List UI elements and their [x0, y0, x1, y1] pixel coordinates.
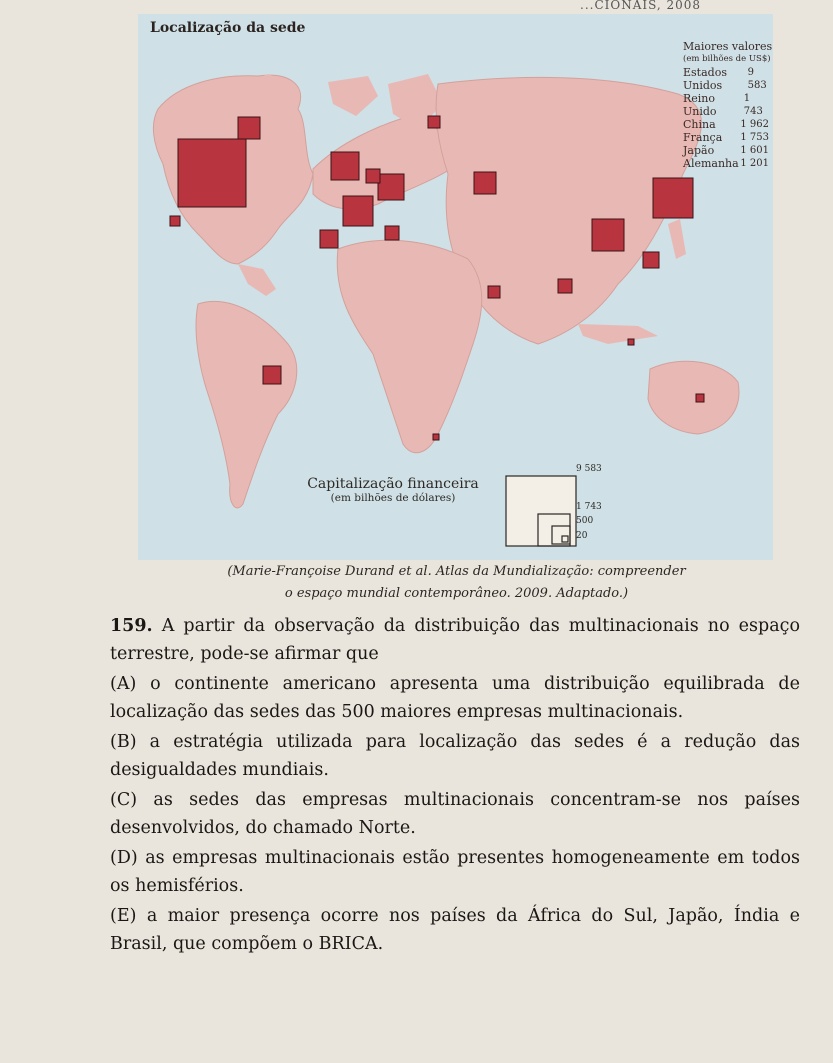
option-text: as sedes das empresas multinacionais concentram-se nos países desenvolvidos, do chamado Norte. [110, 790, 800, 838]
marker-finland [428, 116, 440, 128]
marker-china [592, 219, 624, 251]
legend-row [683, 131, 773, 144]
marker-saudi [488, 286, 500, 298]
cap-legend-title: Capitalização financeira [307, 476, 479, 492]
option-d [110, 844, 800, 900]
capitalization-legend [288, 476, 498, 504]
question-number: 159. [110, 616, 153, 636]
figure-title: Localização da sede [150, 20, 306, 36]
cap-value-1743: 1 743 [576, 502, 602, 512]
option-letter: (D) [110, 848, 138, 868]
question-block [110, 612, 800, 960]
legend-row [683, 66, 773, 92]
marker-singapore [628, 339, 634, 345]
marker-usa [178, 139, 246, 207]
option-letter: (A) [110, 674, 137, 694]
option-text: a maior presença ocorre nos países da África do Sul, Japão, Índia e Brasil, que compõem o BRICA. [110, 906, 800, 954]
legend-country: Japão [683, 144, 715, 157]
option-letter: (C) [110, 790, 138, 810]
marker-brazil [263, 366, 281, 384]
marker-korea [643, 252, 659, 268]
legend-row [683, 92, 773, 118]
top-values-legend [683, 40, 773, 170]
map-figure [138, 14, 773, 560]
citation-line-1: (Marie-Françoise Durand et al. Atlas da Mundialização: compreender [227, 564, 686, 579]
option-e [110, 902, 800, 958]
legend-row [683, 144, 773, 157]
legend-value: 1 201 [740, 158, 769, 169]
marker-canada [238, 117, 260, 139]
legend-country: França [683, 131, 723, 144]
legend-title: Maiores valores [683, 40, 773, 53]
option-b [110, 728, 800, 784]
cap-value-20: 20 [576, 531, 588, 541]
marker-uk [331, 152, 359, 180]
cap-legend-squares [506, 476, 576, 546]
legend-value: 1 601 [740, 145, 769, 156]
marker-italy [385, 226, 399, 240]
option-text: as empresas multinacionais estão presentes homogeneamente em todos os hemisférios. [110, 848, 800, 896]
option-c [110, 786, 800, 842]
marker-russia [474, 172, 496, 194]
legend-country: Reino Unido [683, 92, 717, 118]
legend-country: Estados Unidos [683, 66, 727, 92]
cap-legend-unit: (em bilhões de dólares) [330, 492, 456, 504]
option-text: o continente americano apresenta uma distribuição equilibrada de localização das sedes das 500 maiores empresas multinacionais. [110, 674, 800, 722]
legend-value: 1 753 [740, 132, 769, 143]
question-stem-text: A partir da observação da distribuição das multinacionais no espaço terrestre, pode-se afirmar que [110, 616, 800, 664]
option-letter: (B) [110, 732, 137, 752]
option-text: a estratégia utilizada para localização das sedes é a redução das desigualdades mundiais. [110, 732, 800, 780]
marker-germany [378, 174, 404, 200]
marker-spain [320, 230, 338, 248]
marker-france [343, 196, 373, 226]
option-letter: (E) [110, 906, 137, 926]
legend-country: China [683, 118, 716, 131]
question-stem [110, 612, 800, 668]
page-header-fragment: ...CIONAIS, 2008 [580, 0, 702, 12]
legend-value: 1 743 [743, 93, 763, 117]
marker-south-africa [433, 434, 439, 440]
legend-value: 1 962 [740, 119, 769, 130]
citation-line-2: o espaço mundial contemporâneo. 2009. Adaptado.) [284, 586, 629, 601]
cap-value-9583: 9 583 [576, 464, 602, 474]
marker-japan [653, 178, 693, 218]
marker-india [558, 279, 572, 293]
cap-value-500: 500 [576, 516, 594, 526]
option-a [110, 670, 800, 726]
legend-unit: (em bilhões de US$) [683, 54, 771, 64]
marker-australia [696, 394, 704, 402]
legend-country: Alemanha [683, 157, 739, 170]
marker-mexico [170, 216, 180, 226]
legend-value: 9 583 [747, 67, 767, 91]
legend-row [683, 157, 773, 170]
marker-netherlands [366, 169, 380, 183]
legend-row [683, 118, 773, 131]
